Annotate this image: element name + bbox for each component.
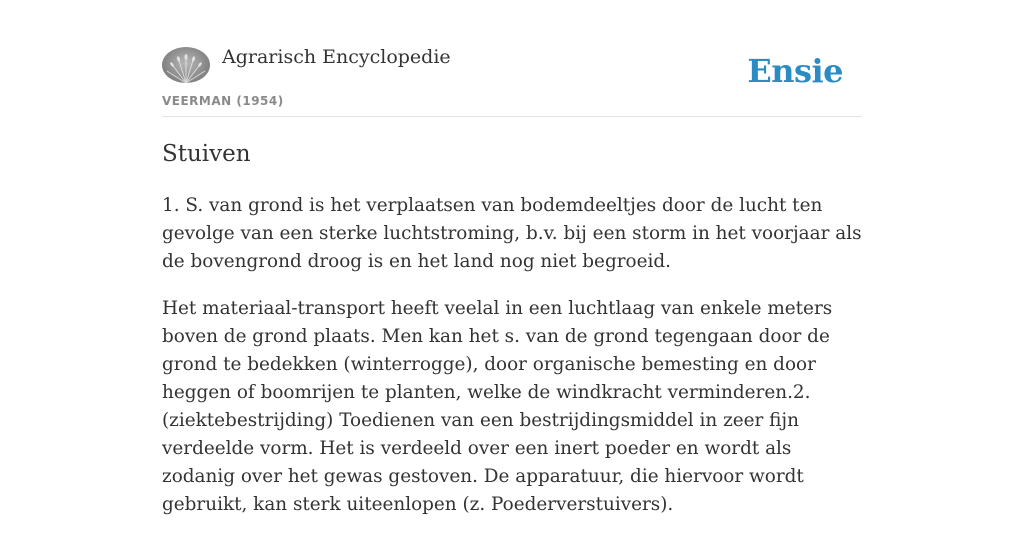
source-meta: VEERMAN (1954) <box>162 94 284 108</box>
page <box>162 0 862 515</box>
wheat-logo-icon[interactable] <box>162 47 210 83</box>
source-title[interactable]: Agrarisch Encyclopedie <box>222 46 451 68</box>
paragraph: Het materiaal-transport heeft veelal in een luchtlaag van enkele meters boven de grond plaats. Men kan het s. van de grond tegengaan door de grond te bedekken (winterrogge), door organische bemesting en door heggen of boomrijen te planten, welke de windkracht verminderen.2. (ziektebestrijding) Toedienen van een bestrijdingsmiddel in zeer fijn verdeelde vorm. Het is verdeeld over een inert poeder en wordt als zodanig over het gewas gestoven. De apparatuur, die hiervoor wordt gebruikt, kan sterk uiteenlopen (z. Poederverstuivers). <box>162 298 833 515</box>
paragraph: 1. S. van grond is het verplaatsen van bodemdeeltjes door de lucht ten gevolge van een sterke luchtstroming, b.v. bij een storm in het voorjaar als de bovengrond droog is en het land nog niet begroeid. <box>162 195 862 272</box>
article-body <box>162 192 862 538</box>
brand-logo[interactable]: Ensie <box>747 52 843 90</box>
page-title: Stuiven <box>162 141 251 167</box>
header <box>162 0 862 117</box>
